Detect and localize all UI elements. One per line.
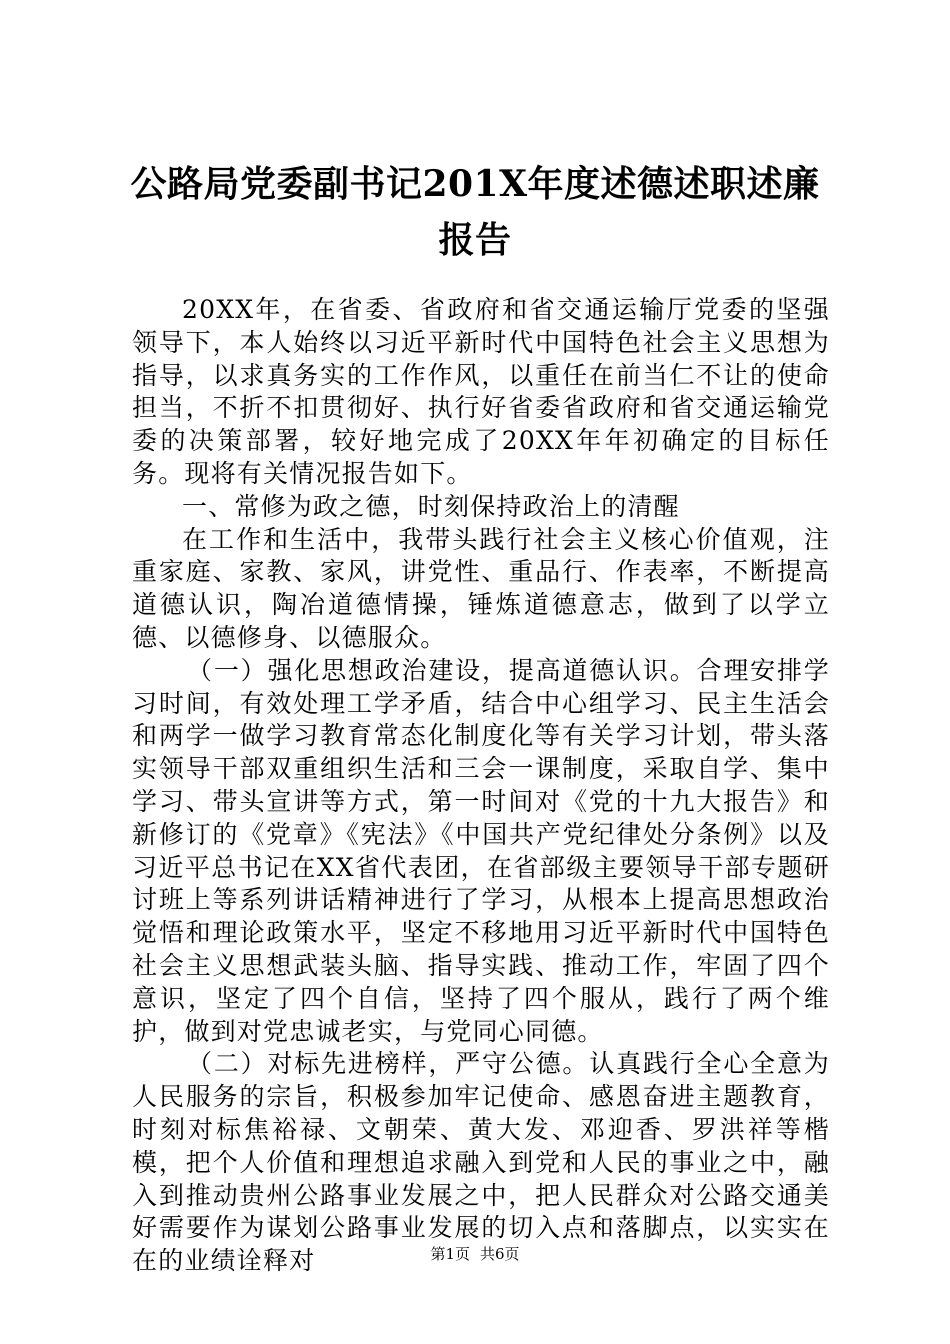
page-number-current: 第1页 [430,1245,470,1263]
paragraph-subsection-2: （二）对标先进榜样，严守公德。认真践行全心全意为人民服务的宗旨，积极参加牢记使命、感恩奋进主题教育，时刻对标焦裕禄、文朝荣、黄大发、邓迎香、罗洪祥等楷模，把个人价值和理想追求融入到党和人民的事业之中，融入到推动贵州公路事业发展之中，把人民群众对公路交通美好需要作为谋划公路事业发展的切入点和落脚点，以实实在在的业绩诠释对 [132,1049,830,1276]
section-heading-1: 一、常修为政之德，时刻保持政治上的清醒 [182,491,680,521]
paragraph-section-1: 在工作和生活中，我带头践行社会主义核心价值观，注重家庭、家教、家风，讲党性、重品行、作表率，不断提高道德认识，陶冶道德情操，锤炼道德意志，做到了以学立德、以德修身、以德服众。 [132,524,830,652]
document-body [132,294,830,1278]
paragraph-intro: 20XX年，在省委、省政府和省交通运输厅党委的坚强领导下，本人始终以习近平新时代中国特色社会主义思想为指导，以求真务实的工作作风，以重任在前当仁不让的使命担当，不折不扣贯彻好、执行好省委省政府和省交通运输党委的决策部署，较好地完成了20XX年年初确定的目标任务。现将有关情况报告如下。 [132,295,830,488]
paragraph-subsection-1: （一）强化思想政治建设，提高道德认识。合理安排学习时间，有效处理工学矛盾，结合中心组学习、民主生活会和两学一做学习教育常态化制度化等有关学习计划，带头落实领导干部双重组织生活和三会一课制度，采取自学、集中学习、带头宣讲等方式，第一时间对《党的十九大报告》和新修订的《党章》《宪法》《中国共产党纪律处分条例》以及习近平总书记在XX省代表团，在省部级主要领导干部专题研讨班上等系列讲话精神进行了学习，从根本上提高思想政治觉悟和理论政策水平，坚定不移地用习近平新时代中国特色社会主义思想武装头脑、指导实践、推动工作，牢固了四个意识，坚定了四个自信，坚持了四个服从，践行了两个维护，做到对党忠诚老实，与党同心同德。 [132,655,830,1046]
document-title: 公路局党委副书记201X年度述德述职述廉报告 [130,163,820,261]
page-footer [0,1244,950,1264]
page-number-total: 共6页 [480,1245,520,1263]
